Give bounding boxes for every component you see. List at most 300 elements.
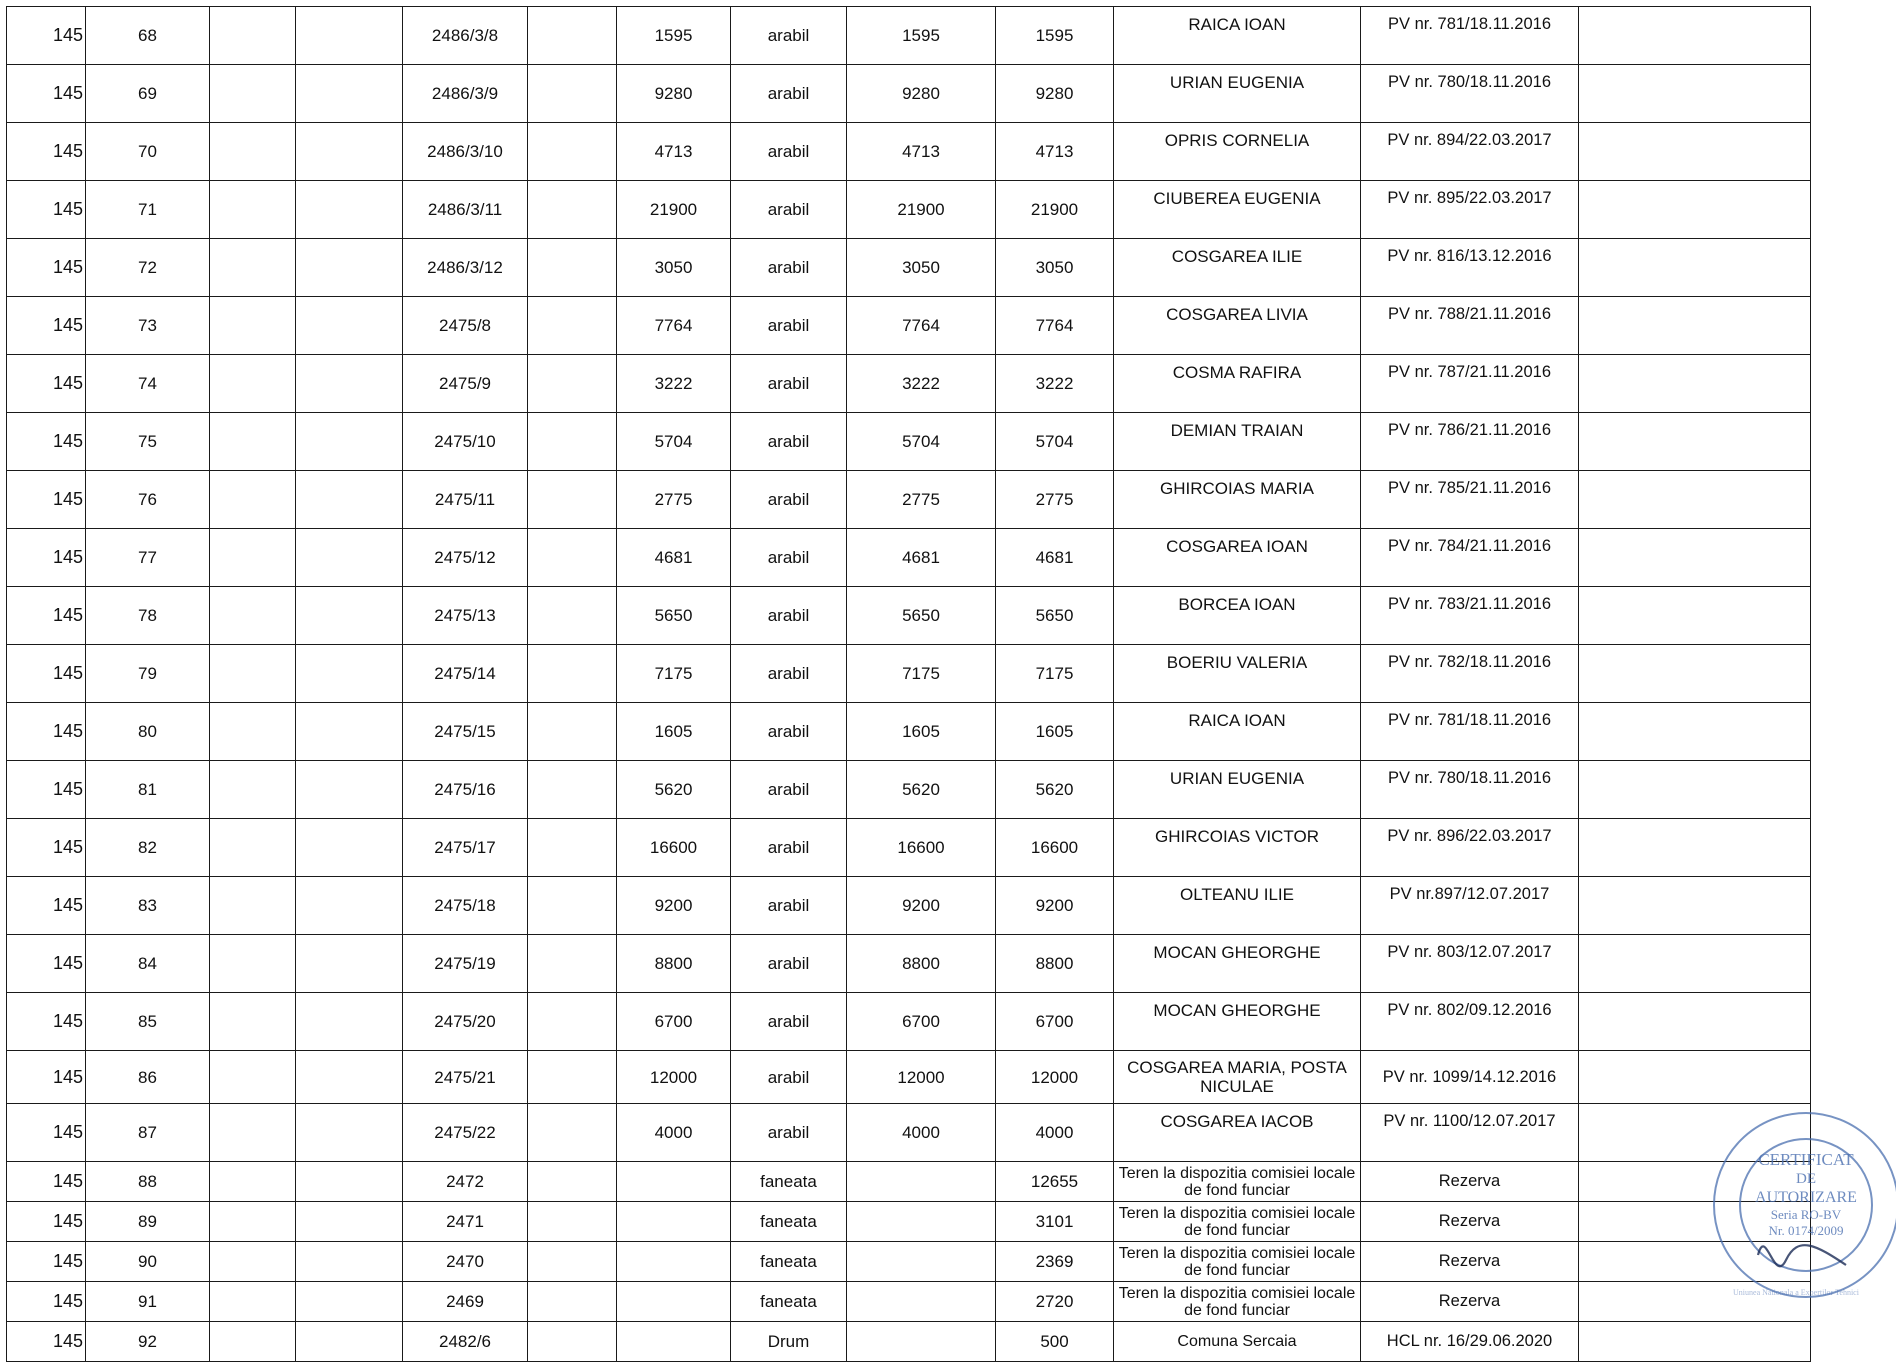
cell-owner: COSGAREA IOAN [1114,529,1361,587]
cell-surface-1: 6700 [617,993,731,1051]
cell-tarla: 145 [7,935,86,993]
cell-empty-b [296,877,403,935]
cell-surface-1: 4681 [617,529,731,587]
stamp-line-1: CERTIFICAT [1758,1150,1854,1169]
cell-surface-3: 1605 [996,703,1114,761]
cell-parcel-nr: 75 [86,413,210,471]
cell-cadastral-nr: 2475/13 [403,587,528,645]
cell-empty-a [210,239,296,297]
cell-tarla: 145 [7,1282,86,1322]
cell-surface-2: 5704 [847,413,996,471]
cell-empty-c [528,645,617,703]
cell-empty-b [296,587,403,645]
cell-cadastral-nr: 2475/14 [403,645,528,703]
cell-document: PV nr. 1099/14.12.2016 [1361,1051,1579,1104]
cell-surface-2: 8800 [847,935,996,993]
cell-surface-3: 6700 [996,993,1114,1051]
cadastral-table [6,6,1811,1362]
cell-surface-2: 1605 [847,703,996,761]
cell-category: arabil [731,587,847,645]
cell-document: PV nr. 895/22.03.2017 [1361,181,1579,239]
cell-surface-1: 5650 [617,587,731,645]
cell-category: arabil [731,761,847,819]
cell-parcel-nr: 73 [86,297,210,355]
cell-empty-a [210,1162,296,1202]
cell-empty-c [528,877,617,935]
cell-surface-3: 2720 [996,1282,1114,1322]
cell-parcel-nr: 86 [86,1051,210,1104]
cell-empty-c [528,413,617,471]
cell-empty-a [210,1282,296,1322]
cell-category: faneata [731,1282,847,1322]
cell-surface-2 [847,1282,996,1322]
cell-empty-a [210,993,296,1051]
cell-surface-3: 4713 [996,123,1114,181]
cell-empty-b [296,703,403,761]
cell-owner: RAICA IOAN [1114,703,1361,761]
cell-observations [1579,877,1811,935]
cell-surface-3: 7175 [996,645,1114,703]
cell-observations [1579,529,1811,587]
cell-document: PV nr. 783/21.11.2016 [1361,587,1579,645]
cell-tarla: 145 [7,181,86,239]
cell-observations [1579,761,1811,819]
cell-empty-c [528,355,617,413]
cell-surface-1: 4713 [617,123,731,181]
cell-category: faneata [731,1202,847,1242]
cell-owner: COSGAREA MARIA, POSTA NICULAE [1114,1051,1361,1104]
cell-surface-1: 9280 [617,65,731,123]
cell-empty-c [528,1202,617,1242]
cell-document: PV nr. 781/18.11.2016 [1361,7,1579,65]
cell-surface-3: 12655 [996,1162,1114,1202]
cell-parcel-nr: 68 [86,7,210,65]
cell-owner: URIAN EUGENIA [1114,761,1361,819]
cell-cadastral-nr: 2475/18 [403,877,528,935]
cell-document: PV nr. 782/18.11.2016 [1361,645,1579,703]
cell-empty-b [296,529,403,587]
cell-surface-2 [847,1242,996,1282]
cell-surface-2: 4681 [847,529,996,587]
cell-parcel-nr: 83 [86,877,210,935]
cell-tarla: 145 [7,1242,86,1282]
cell-observations [1579,471,1811,529]
cell-observations [1579,935,1811,993]
table-row [7,471,1811,529]
cell-parcel-nr: 78 [86,587,210,645]
table-row [7,1104,1811,1162]
table-row [7,239,1811,297]
cell-cadastral-nr: 2486/3/11 [403,181,528,239]
cell-observations [1579,645,1811,703]
cell-tarla: 145 [7,1322,86,1362]
cell-category: arabil [731,413,847,471]
cell-empty-b [296,819,403,877]
cell-empty-a [210,761,296,819]
cell-surface-3: 5650 [996,587,1114,645]
cell-owner: COSGAREA ILIE [1114,239,1361,297]
cell-empty-a [210,355,296,413]
cell-category: arabil [731,65,847,123]
cell-empty-a [210,587,296,645]
cell-empty-b [296,65,403,123]
cell-observations [1579,703,1811,761]
cell-surface-2 [847,1322,996,1362]
cell-parcel-nr: 89 [86,1202,210,1242]
cell-category: arabil [731,877,847,935]
cell-parcel-nr: 70 [86,123,210,181]
cell-observations [1579,993,1811,1051]
cell-category: arabil [731,7,847,65]
cell-empty-b [296,355,403,413]
cell-document: PV nr. 802/09.12.2016 [1361,993,1579,1051]
cell-empty-a [210,1202,296,1242]
cell-surface-1 [617,1242,731,1282]
cell-empty-c [528,1051,617,1104]
cell-category: arabil [731,355,847,413]
cell-surface-3: 3101 [996,1202,1114,1242]
cell-tarla: 145 [7,7,86,65]
cell-empty-c [528,123,617,181]
cell-owner: OPRIS CORNELIA [1114,123,1361,181]
cell-surface-3: 2369 [996,1242,1114,1282]
cell-category: arabil [731,1051,847,1104]
cell-tarla: 145 [7,413,86,471]
cell-owner: URIAN EUGENIA [1114,65,1361,123]
cell-category: faneata [731,1162,847,1202]
cell-owner: MOCAN GHEORGHE [1114,935,1361,993]
table-row [7,123,1811,181]
cell-category: arabil [731,529,847,587]
cell-surface-1: 9200 [617,877,731,935]
cell-surface-1: 7764 [617,297,731,355]
cell-cadastral-nr: 2475/17 [403,819,528,877]
cell-document: HCL nr. 16/29.06.2020 [1361,1322,1579,1362]
cell-cadastral-nr: 2475/22 [403,1104,528,1162]
cell-surface-3: 1595 [996,7,1114,65]
cell-empty-b [296,1242,403,1282]
cell-empty-a [210,877,296,935]
cell-empty-a [210,181,296,239]
cell-empty-c [528,181,617,239]
cell-empty-a [210,297,296,355]
cell-document: PV nr. 780/18.11.2016 [1361,761,1579,819]
cell-surface-2: 9280 [847,65,996,123]
table-row [7,819,1811,877]
cell-empty-a [210,1051,296,1104]
cell-tarla: 145 [7,1202,86,1242]
cell-owner: DEMIAN TRAIAN [1114,413,1361,471]
cell-empty-b [296,123,403,181]
cell-observations [1579,297,1811,355]
cell-owner: CIUBEREA EUGENIA [1114,181,1361,239]
cell-empty-b [296,645,403,703]
cell-surface-3: 500 [996,1322,1114,1362]
cell-surface-3: 4681 [996,529,1114,587]
table-row [7,355,1811,413]
table-row [7,761,1811,819]
table-body [7,7,1811,1362]
cell-owner: Teren la dispozitia comisiei locale de fond funciar [1114,1162,1361,1202]
cell-owner: RAICA IOAN [1114,7,1361,65]
cell-tarla: 145 [7,123,86,181]
cell-empty-a [210,645,296,703]
table-row [7,7,1811,65]
cell-document: PV nr. 786/21.11.2016 [1361,413,1579,471]
cell-observations [1579,65,1811,123]
cell-surface-1: 3050 [617,239,731,297]
cell-empty-a [210,7,296,65]
cell-observations [1579,1322,1811,1362]
cell-document: Rezerva [1361,1242,1579,1282]
table-row [7,993,1811,1051]
cell-document: PV nr. 787/21.11.2016 [1361,355,1579,413]
cell-observations [1579,1051,1811,1104]
cell-empty-b [296,471,403,529]
cell-empty-a [210,1104,296,1162]
cell-document: PV nr. 1100/12.07.2017 [1361,1104,1579,1162]
table-row [7,587,1811,645]
cell-category: arabil [731,993,847,1051]
cell-empty-c [528,1104,617,1162]
cell-cadastral-nr: 2475/10 [403,413,528,471]
cell-document: Rezerva [1361,1282,1579,1322]
cell-document: PV nr.897/12.07.2017 [1361,877,1579,935]
cell-surface-2: 5620 [847,761,996,819]
cell-empty-b [296,239,403,297]
cell-surface-1: 12000 [617,1051,731,1104]
cell-category: arabil [731,181,847,239]
stamp-line-3: AUTORIZARE [1755,1189,1857,1206]
cell-surface-1: 8800 [617,935,731,993]
cell-tarla: 145 [7,587,86,645]
cell-owner: GHIRCOIAS VICTOR [1114,819,1361,877]
cell-surface-2: 4713 [847,123,996,181]
cell-document: PV nr. 781/18.11.2016 [1361,703,1579,761]
cell-surface-3: 9280 [996,65,1114,123]
cell-owner: Teren la dispozitia comisiei locale de fond funciar [1114,1202,1361,1242]
cell-empty-b [296,1162,403,1202]
table-row [7,703,1811,761]
cell-owner: MOCAN GHEORGHE [1114,993,1361,1051]
cell-empty-c [528,529,617,587]
cell-parcel-nr: 85 [86,993,210,1051]
cell-surface-3: 4000 [996,1104,1114,1162]
cell-surface-2: 5650 [847,587,996,645]
cell-surface-3: 8800 [996,935,1114,993]
cell-category: Drum [731,1322,847,1362]
cell-cadastral-nr: 2475/15 [403,703,528,761]
cell-cadastral-nr: 2482/6 [403,1322,528,1362]
cell-parcel-nr: 80 [86,703,210,761]
cell-tarla: 145 [7,355,86,413]
cell-surface-2: 3050 [847,239,996,297]
cell-document: PV nr. 896/22.03.2017 [1361,819,1579,877]
cell-category: arabil [731,819,847,877]
cell-surface-2: 12000 [847,1051,996,1104]
cell-document: PV nr. 788/21.11.2016 [1361,297,1579,355]
cell-owner: Teren la dispozitia comisiei locale de fond funciar [1114,1282,1361,1322]
cell-empty-c [528,471,617,529]
cell-cadastral-nr: 2471 [403,1202,528,1242]
cell-document: Rezerva [1361,1202,1579,1242]
cell-surface-2: 16600 [847,819,996,877]
cell-surface-2: 9200 [847,877,996,935]
cell-surface-1: 1595 [617,7,731,65]
cell-surface-1: 2775 [617,471,731,529]
cell-category: arabil [731,297,847,355]
cell-document: PV nr. 780/18.11.2016 [1361,65,1579,123]
cell-observations [1579,413,1811,471]
stamp-line-4: Seria RO-BV [1770,1207,1842,1222]
cell-empty-a [210,471,296,529]
cell-category: arabil [731,239,847,297]
cell-tarla: 145 [7,877,86,935]
cell-surface-3: 2775 [996,471,1114,529]
cell-parcel-nr: 72 [86,239,210,297]
cell-parcel-nr: 90 [86,1242,210,1282]
cell-surface-2: 7764 [847,297,996,355]
cell-tarla: 145 [7,993,86,1051]
cell-empty-b [296,1282,403,1322]
table-row [7,877,1811,935]
cell-empty-c [528,1282,617,1322]
cell-surface-2 [847,1202,996,1242]
cell-category: arabil [731,645,847,703]
cell-empty-c [528,761,617,819]
cell-surface-3: 12000 [996,1051,1114,1104]
cell-cadastral-nr: 2475/9 [403,355,528,413]
cell-empty-c [528,993,617,1051]
cell-owner: BOERIU VALERIA [1114,645,1361,703]
cell-cadastral-nr: 2475/12 [403,529,528,587]
cell-observations [1579,355,1811,413]
cell-surface-2: 21900 [847,181,996,239]
cell-empty-a [210,935,296,993]
cell-observations [1579,181,1811,239]
cell-parcel-nr: 74 [86,355,210,413]
table-row [7,1051,1811,1104]
cell-surface-3: 5620 [996,761,1114,819]
cell-parcel-nr: 84 [86,935,210,993]
cell-owner: COSGAREA LIVIA [1114,297,1361,355]
cell-surface-2: 6700 [847,993,996,1051]
cell-empty-a [210,529,296,587]
cell-empty-a [210,123,296,181]
table-row [7,935,1811,993]
stamp-ring-text: Uniunea Nationala a Expertilor Tehnici [1733,1288,1859,1297]
cell-empty-a [210,1242,296,1282]
cell-category: arabil [731,1104,847,1162]
cell-cadastral-nr: 2475/16 [403,761,528,819]
cell-parcel-nr: 81 [86,761,210,819]
cell-cadastral-nr: 2486/3/12 [403,239,528,297]
cell-surface-2: 7175 [847,645,996,703]
cell-surface-1 [617,1282,731,1322]
cell-empty-b [296,935,403,993]
cell-empty-b [296,1104,403,1162]
cell-observations [1579,819,1811,877]
cell-parcel-nr: 92 [86,1322,210,1362]
cell-cadastral-nr: 2486/3/8 [403,7,528,65]
cell-empty-c [528,935,617,993]
cell-cadastral-nr: 2470 [403,1242,528,1282]
cell-surface-2: 1595 [847,7,996,65]
cell-document: PV nr. 816/13.12.2016 [1361,239,1579,297]
cell-category: faneata [731,1242,847,1282]
cell-cadastral-nr: 2475/8 [403,297,528,355]
cell-empty-b [296,413,403,471]
cell-empty-a [210,703,296,761]
cell-document: Rezerva [1361,1162,1579,1202]
cell-cadastral-nr: 2475/11 [403,471,528,529]
cell-parcel-nr: 87 [86,1104,210,1162]
table-row [7,645,1811,703]
cell-cadastral-nr: 2486/3/9 [403,65,528,123]
table-row [7,181,1811,239]
cell-parcel-nr: 91 [86,1282,210,1322]
cell-surface-2: 2775 [847,471,996,529]
cell-empty-b [296,993,403,1051]
cell-empty-c [528,587,617,645]
table-row [7,529,1811,587]
cell-owner: COSGAREA IACOB [1114,1104,1361,1162]
cell-empty-a [210,819,296,877]
table-row [7,65,1811,123]
cell-empty-b [296,761,403,819]
cell-observations [1579,123,1811,181]
cell-surface-1: 21900 [617,181,731,239]
cell-surface-1 [617,1322,731,1362]
cell-category: arabil [731,471,847,529]
cell-empty-b [296,181,403,239]
cell-observations [1579,587,1811,645]
cell-owner: OLTEANU ILIE [1114,877,1361,935]
cell-empty-b [296,297,403,355]
cell-category: arabil [731,703,847,761]
cell-document: PV nr. 894/22.03.2017 [1361,123,1579,181]
cell-observations [1579,7,1811,65]
cell-observations [1579,239,1811,297]
cell-surface-3: 3050 [996,239,1114,297]
cell-surface-1: 3222 [617,355,731,413]
cell-tarla: 145 [7,297,86,355]
cell-empty-c [528,7,617,65]
cell-document: PV nr. 784/21.11.2016 [1361,529,1579,587]
cell-tarla: 145 [7,1104,86,1162]
cell-cadastral-nr: 2475/19 [403,935,528,993]
cell-category: arabil [731,935,847,993]
table-row [7,1202,1811,1242]
cell-surface-1: 1605 [617,703,731,761]
cell-cadastral-nr: 2475/20 [403,993,528,1051]
cell-category: arabil [731,123,847,181]
cell-parcel-nr: 82 [86,819,210,877]
cell-parcel-nr: 79 [86,645,210,703]
cell-tarla: 145 [7,239,86,297]
cell-empty-a [210,1322,296,1362]
cell-tarla: 145 [7,819,86,877]
cell-owner: Comuna Sercaia [1114,1322,1361,1362]
cell-cadastral-nr: 2475/21 [403,1051,528,1104]
cell-tarla: 145 [7,703,86,761]
cell-empty-a [210,65,296,123]
cell-surface-3: 7764 [996,297,1114,355]
stamp-line-5: Nr. 0174/2009 [1768,1223,1844,1238]
cell-empty-b [296,7,403,65]
cell-tarla: 145 [7,471,86,529]
cell-empty-b [296,1202,403,1242]
